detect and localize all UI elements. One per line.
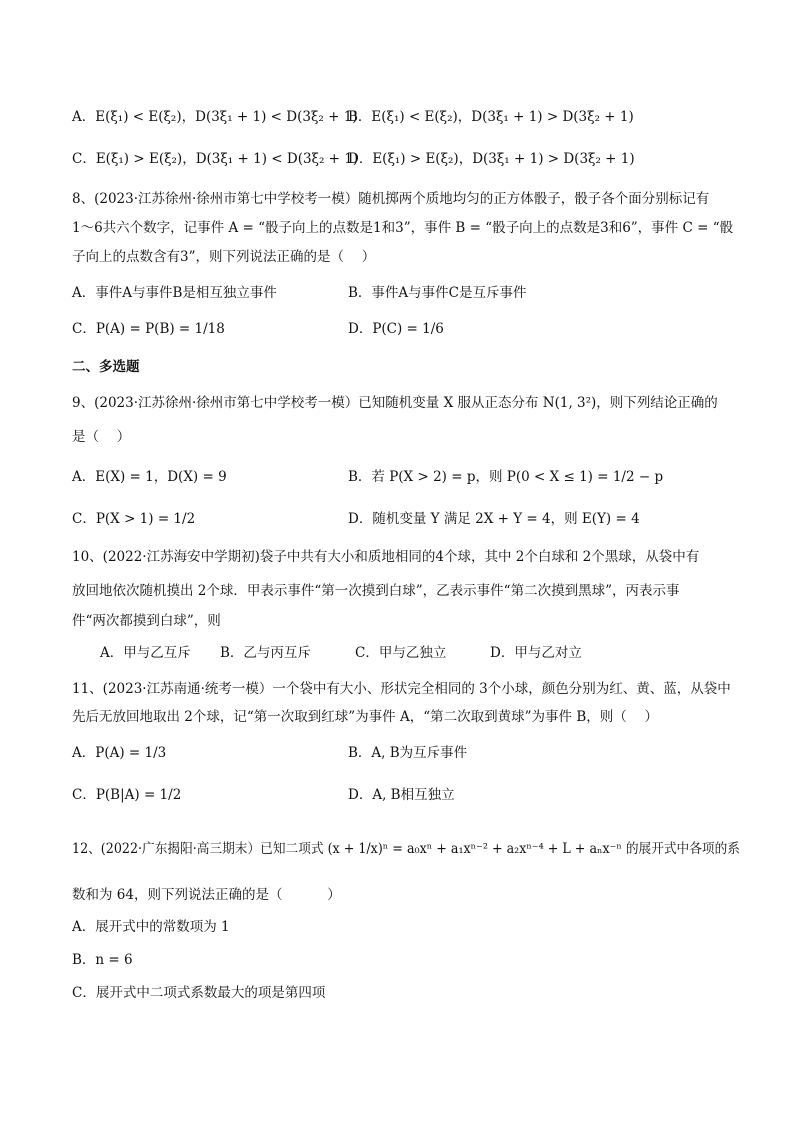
q11-option-c: C．P(B|A) = 1/2 [72,787,182,803]
q9-stem-line2: 是（ ） [72,429,131,445]
q11-option-b: B．A, B为互斥事件 [348,745,468,761]
q8-stem-line3: 子向上的点数含有3”，则下列说法正确的是（ ） [72,249,376,265]
q9-stem-line1: 9、(2023·江苏徐州·徐州市第七中学校考一模）已知随机变量 X 服从正态分布 N(1, 3²)，则下列结论正确的 [72,395,718,411]
q8-stem-line1: 8、(2023·江苏徐州·徐州市第七中学校考一模）随机掷两个质地均匀的正方体骰子，骰子各个面分别标记有 [72,191,710,207]
q9-option-c: C．P(X > 1) = 1/2 [72,511,196,527]
q11-stem-line2: 先后无放回地取出 2个球，记“第一次取到红球”为事件 A，“第二次取到黄球”为事件 B，则（ ） [72,709,659,725]
q7-option-a: A．E(ξ₁) < E(ξ₂)，D(3ξ₁ + 1) < D(3ξ₂ + 1) [72,109,358,125]
q8-option-b: B．事件A与事件C是互斥事件 [348,285,527,301]
section-heading-multiple-choice: 二、多选题 [72,359,140,375]
q12-stem-line2: 数和为 64，则下列说法正确的是（ ） [72,887,341,903]
q8-option-d: D．P(C) = 1/6 [348,321,444,337]
q10-option-c: C．甲与乙独立 [355,645,447,661]
q12-option-a: A．展开式中的常数项为 1 [72,919,230,935]
q8-option-c: C．P(A) = P(B) = 1/18 [72,321,225,337]
q7-option-b: B．E(ξ₁) < E(ξ₂)，D(3ξ₁ + 1) > D(3ξ₂ + 1) [348,109,634,125]
q12-stem-line1: 12、(2022·广东揭阳·高三期末）已知二项式 (x + 1/x)ⁿ = a₀xⁿ + a₁xⁿ⁻² + a₂xⁿ⁻⁴ + L + aₙx⁻ⁿ 的展开式中各项的系 [72,841,740,857]
q10-stem-line3: 件“两次都摸到白球”，则 [72,613,221,629]
q10-option-a: A．甲与乙互斥 [100,645,191,661]
q9-option-a: A．E(X) = 1，D(X) = 9 [72,469,227,485]
q11-stem-line1: 11、(2023·江苏南通·统考一模）一个袋中有大小、形状完全相同的 3个小球，颜色分别为红、黄、蓝，从袋中 [72,681,731,697]
q8-stem-line2: 1～6共六个数字，记事件 A = “骰子向上的点数是1和3”，事件 B = “骰子向上的点数是3和6”，事件 C = “骰 [72,220,734,236]
q8-option-a: A．事件A与事件B是相互独立事件 [72,285,277,301]
q7-option-d: D．E(ξ₁) > E(ξ₂)，D(3ξ₁ + 1) > D(3ξ₂ + 1) [348,151,635,167]
q11-option-a: A．P(A) = 1/3 [72,745,167,761]
q10-stem-line2: 放回地依次随机摸出 2个球．甲表示事件“第一次摸到白球”，乙表示事件“第二次摸到黑球”，丙表示事 [72,583,680,599]
q12-option-b: B．n = 6 [72,952,133,968]
q10-option-d: D．甲与乙对立 [490,645,582,661]
q9-option-d: D．随机变量 Y 满足 2X + Y = 4，则 E(Y) = 4 [348,511,640,527]
q7-option-c: C．E(ξ₁) > E(ξ₂)，D(3ξ₁ + 1) < D(3ξ₂ + 1) [72,151,359,167]
q9-option-b: B．若 P(X > 2) = p，则 P(0 < X ≤ 1) = 1/2 − p [348,469,664,485]
q10-option-b: B．乙与丙互斥 [220,645,311,661]
q12-option-c: C．展开式中二项式系数最大的项是第四项 [72,985,326,1001]
q11-option-d: D．A, B相互独立 [348,787,455,803]
q10-stem-line1: 10、(2022·江苏海安中学期初)袋子中共有大小和质地相同的4个球，其中 2个白球和 2个黑球，从袋中有 [72,549,700,565]
